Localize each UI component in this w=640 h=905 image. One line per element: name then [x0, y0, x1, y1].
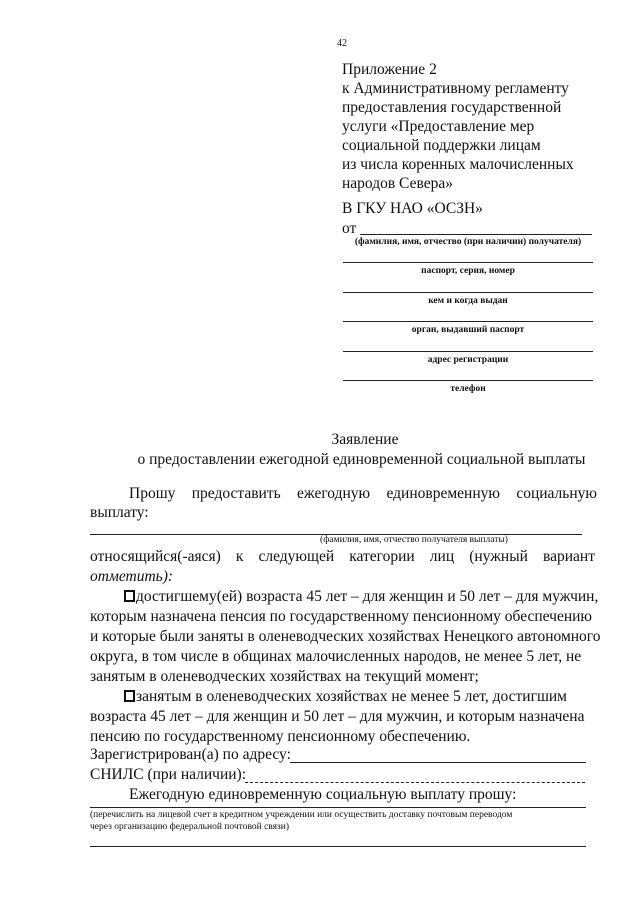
option-2-checkbox[interactable] — [124, 690, 135, 702]
payment-text: Ежегодную единовременную социальную выплату прошу: — [129, 786, 517, 803]
option-text: возраста 45 лет – для женщин и 50 лет – для мужчин, и которым назначена — [90, 708, 585, 725]
passport-issued-field[interactable] — [343, 292, 593, 293]
statement-title: Заявление — [331, 431, 399, 448]
payment-method-field-2[interactable] — [90, 846, 586, 847]
field-caption: (фамилия, имя, отчество получателя выплаты) — [320, 535, 508, 545]
payment-caption: через организацию федеральной почтовой связи) — [90, 822, 290, 832]
request-text: выплату: — [90, 504, 149, 521]
option-1-checkbox[interactable] — [124, 590, 135, 602]
snils-field[interactable] — [245, 782, 585, 783]
option-1 — [124, 587, 598, 607]
registration-address-field[interactable] — [343, 351, 593, 352]
appendix-line: народов Севера» — [342, 175, 453, 192]
option-text: занятым в оленеводческих хозяйствах на текущий момент; — [90, 668, 479, 685]
addressee-to: В ГКУ НАО «ОСЗН» — [342, 200, 483, 217]
field-caption: телефон — [450, 384, 486, 394]
statement-subtitle: о предоставлении ежегодной единовременной социальной выплаты — [137, 451, 586, 468]
passport-number-field[interactable] — [343, 262, 593, 263]
field-caption: адрес регистрации — [427, 355, 509, 365]
page-number: 42 — [337, 38, 347, 49]
appendix-line: предоставления государственной — [342, 99, 562, 116]
field-caption: кем и когда выдан — [428, 296, 508, 306]
field-caption: орган, выдавший паспорт — [411, 325, 525, 335]
appendix-line: услуги «Предоставление мер — [342, 118, 535, 135]
appendix-line: социальной поддержки лицам — [342, 137, 541, 154]
option-text: которым назначена пенсия по государственному пенсионному обеспечению — [90, 608, 592, 625]
option-text: занятым в оленеводческих хозяйствах не менее 5 лет, достигшим — [136, 688, 567, 705]
category-hint: отметить): — [90, 568, 174, 585]
option-2 — [124, 687, 567, 707]
category-text — [90, 547, 595, 567]
appendix-line: к Административному регламенту — [342, 80, 569, 97]
addressee-from-label: от — [342, 220, 357, 237]
request-text: Прошу предоставить ежегодную единовременную социальную — [129, 485, 597, 502]
appendix-line: Приложение 2 — [342, 61, 437, 78]
option-text: достигшему(ей) возраста 45 лет – для женщин и 50 лет – для мужчин, — [136, 588, 599, 605]
payment-method-field[interactable] — [90, 807, 586, 808]
option-text: и которые были заняты в оленеводческих хозяйствах Ненецкого автономного — [90, 628, 601, 645]
field-caption: (фамилия, имя, отчество (при наличии) получателя) — [354, 237, 582, 247]
option-text: округа, в том числе в общинах малочисленных народов, не менее 5 лет, не — [90, 648, 582, 665]
payment-caption: (перечислить на лицевой счет в кредитном учреждении или осуществить доставку почтовым переводом — [90, 810, 513, 820]
applicant-name-field[interactable] — [360, 234, 592, 235]
registered-label: Зарегистрирован(а) по адресу: — [90, 746, 291, 763]
appendix-line: из числа коренных малочисленных — [342, 156, 574, 173]
phone-field[interactable] — [343, 380, 593, 381]
category-line: относящийся(-аяся) к следующей категории лиц (нужный вариант — [90, 548, 595, 565]
option-text: пенсию по государственному пенсионному обеспечению. — [90, 728, 471, 745]
registered-address-field[interactable] — [290, 762, 586, 763]
snils-label: СНИЛС (при наличии): — [90, 766, 247, 783]
field-caption: паспорт, серия, номер — [421, 266, 515, 276]
issuing-authority-field[interactable] — [343, 321, 593, 322]
